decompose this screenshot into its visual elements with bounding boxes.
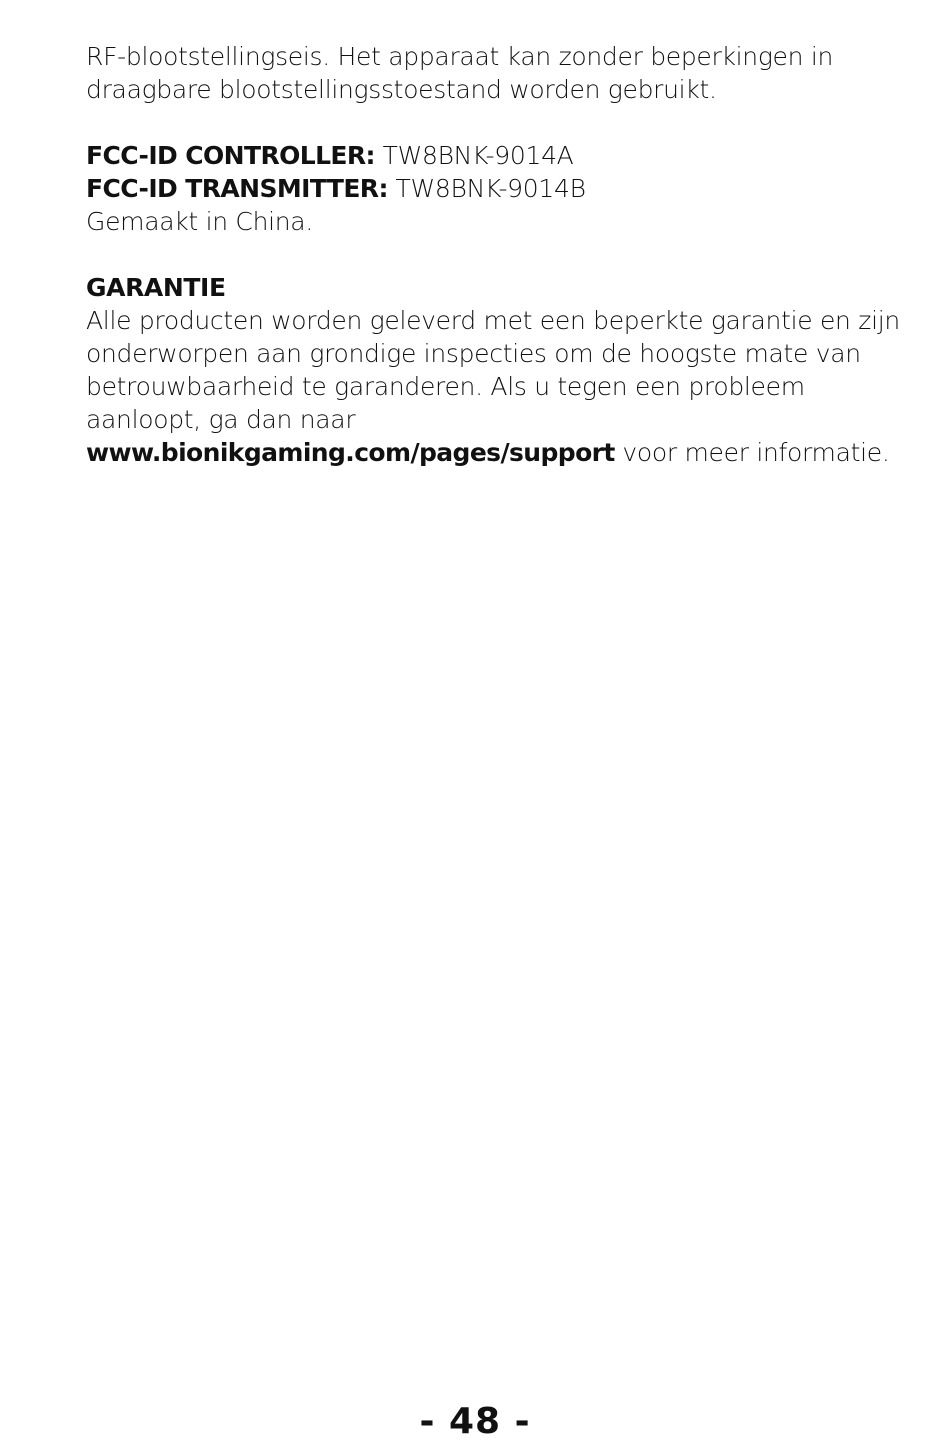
support-link[interactable]: www.bionikgaming.com/pages/support (86, 438, 615, 467)
spacer (86, 106, 916, 139)
fcc-section (86, 139, 916, 238)
fcc-controller-value: TW8BNK-9014A (374, 141, 574, 170)
manual-page (86, 40, 916, 469)
warranty-line-4: aanloopt, ga dan naar (86, 405, 356, 434)
fcc-controller-line (86, 139, 916, 172)
warranty-heading: GARANTIE (86, 273, 226, 302)
link-trailing-text: voor meer informatie. (614, 438, 890, 467)
fcc-transmitter-label: FCC-ID TRANSMITTER: (86, 174, 388, 203)
intro-paragraph (86, 40, 916, 106)
made-in-text: Gemaakt in China. (86, 207, 313, 236)
intro-line-1: RF-blootstellingseis. Het apparaat kan zonder beperkingen in (86, 42, 834, 71)
intro-line-2: draagbare blootstellingsstoestand worden gebruikt. (86, 75, 717, 104)
spacer (86, 238, 916, 271)
warranty-line-2: onderworpen aan grondige inspecties om de hoogste mate van (86, 339, 861, 368)
warranty-line-1: Alle producten worden geleverd met een beperkte garantie en zijn (86, 306, 900, 335)
page-number: - 48 - (419, 1401, 531, 1442)
warranty-line-3: betrouwbaarheid te garanderen. Als u tegen een probleem (86, 372, 805, 401)
fcc-transmitter-value: TW8BNK-9014B (387, 174, 586, 203)
fcc-controller-label: FCC-ID CONTROLLER: (86, 141, 375, 170)
fcc-transmitter-line (86, 172, 916, 205)
warranty-link-line (86, 436, 916, 469)
warranty-section (86, 271, 916, 469)
